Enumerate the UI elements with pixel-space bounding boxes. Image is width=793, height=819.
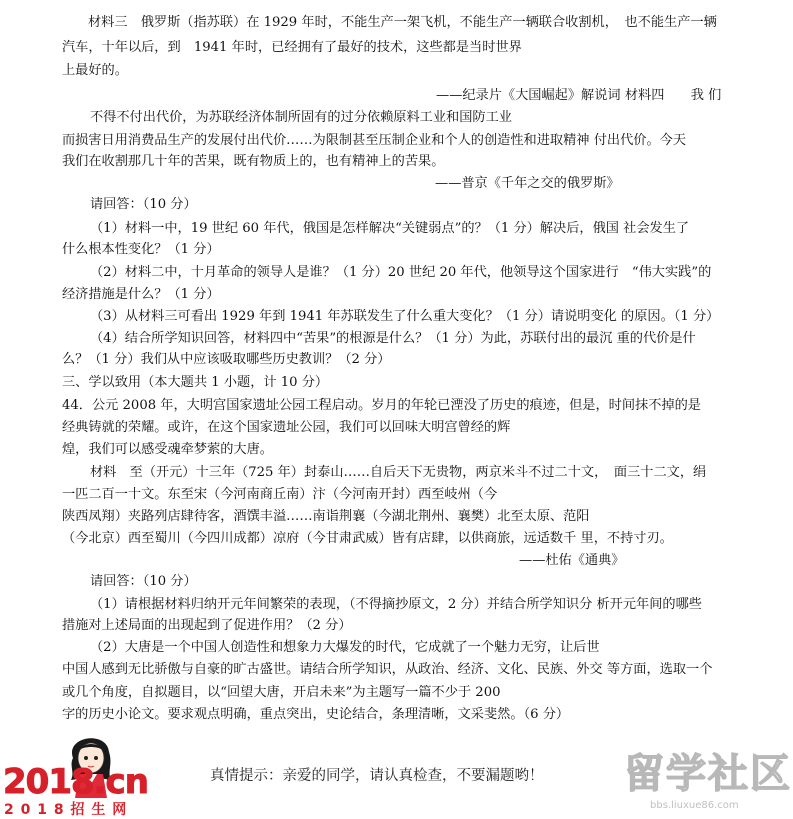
text-line: 上最好的。 (62, 63, 128, 78)
question-line: （4）结合所学知识回答，材料四中“苦果”的根源是什么？（1 分）为此，苏联付出的最沉 重的代价是什 (90, 331, 696, 346)
text-line: 经济措施是什么？（1 分） (62, 287, 220, 302)
source-line: ——杜佑《通典》 (519, 553, 625, 568)
logo-liuxue-url: bbs.liuxue86.com (650, 800, 739, 811)
question-line: （2）大唐是一个中国人创造性和想象力大爆发的时代，它成就了一个魅力无穷，让后世 (90, 640, 600, 655)
question-line: 44．公元 2008 年，大明宫国家遗址公园工程启动。岁月的年轮已湮没了历史的痕迹，但是，时间抹不掉的是 (62, 398, 701, 413)
text-line: 请回答：（10 分） (90, 574, 197, 589)
question-line: （3）从材料三可看出 1929 年到 1941 年苏联发生了什么重大变化？（1 分）请说明变化 的原因。（1 分） (90, 309, 720, 324)
site-logo-2018 (0, 764, 160, 819)
source-line: ——纪录片《大国崛起》解说词 材料四 我 们 (436, 88, 722, 103)
text-line: 一匹二百一十文。东至宋（今河南商丘南）汴（今河南开封）西至岐州（今 (62, 487, 498, 502)
text-line: 措施对上述局面的出现起到了促进作用？（2 分） (62, 618, 352, 633)
logo-2018-text: 2018.cn (3, 762, 148, 802)
text-line: 请回答：（10 分） (90, 197, 197, 212)
text-line: 不得不付出代价，为苏联经济体制所固有的过分依赖原料工业和国防工业 (90, 110, 512, 125)
site-logo-liuxue (618, 752, 793, 819)
text-line: 中国人感到无比骄傲与自豪的旷古盛世。请结合所学知识，从政治、经济、文化、民族、外交 等方面，选取一个 (62, 662, 713, 677)
text-line: 么？（1 分）我们从中应该吸取哪些历史教训？（2 分） (62, 352, 391, 367)
text-line: 经典铸就的荣耀。或许，在这个国家遗址公园，我们可以回味大明宫曾经的辉 (62, 420, 511, 435)
footer-reminder: 真情提示：亲爱的同学，请认真检查，不要漏题哟！ (210, 768, 544, 784)
text-line: 什么根本性变化？（1 分） (62, 242, 220, 257)
text-line: 汽车，十年以后，到 1941 年时，已经拥有了最好的技术，这些都是当时世界 (62, 40, 522, 55)
text-line: 煌，我们可以感受魂牵梦萦的大唐。 (62, 442, 273, 457)
question-line: （1）请根据材料归纳开元年间繁荣的表现，（不得摘抄原文，2 分）并结合所学知识分 析开元年间的哪些 (90, 597, 702, 612)
logo-2018-subtitle: 2 0 1 8 招 生 网 (4, 802, 128, 818)
logo-liuxue-text: 留学社区 (624, 751, 792, 797)
text-line: （今北京）西至蜀川（今四川成都）凉府（今甘肃武威）皆有店肆，以供商旅，远适数千 里，不持寸刃。 (62, 531, 673, 546)
text-line: 材料 至（开元）十三年（725 年）封泰山……自后天下无贵物，两京米斗不过二十文， 面三十二文，绢 (90, 465, 707, 480)
text-line: 陕西凤翔）夹路列店肆待客，酒馔丰溢……南诣荆襄（今湖北荆州、襄樊）北至太原、范阳 (62, 509, 590, 524)
text-line: 或几个角度，自拟题目，以“回望大唐，开启未来”为主题写一篇不少于 200 (62, 685, 501, 700)
section-heading: 三、学以致用（本大题共 1 小题，计 10 分） (62, 375, 329, 390)
question-line: （1）材料一中，19 世纪 60 年代，俄国是怎样解决“关键弱点”的？（1 分）解决后，俄国 社会发生了 (90, 221, 690, 236)
text-line: 字的历史小论文。要求观点明确，重点突出，史论结合，条理清晰，文采斐然。（6 分） (62, 707, 570, 722)
text-line: 而损害日用消费品生产的发展付出代价……为限制甚至压制企业和个人的创造性和进取精神 付出代价。今天 (62, 133, 687, 148)
source-line: ——普京《千年之交的俄罗斯》 (435, 176, 620, 191)
question-line: （2）材料二中，十月革命的领导人是谁？（1 分）20 世纪 20 年代，他领导这个国家进行 “伟大实践”的 (90, 265, 712, 280)
text-line: 我们在收割那几十年的苦果，既有物质上的，也有精神上的苦果。 (62, 154, 445, 169)
text-line: 材料三 俄罗斯（指苏联）在 1929 年时，不能生产一架飞机，不能生产一辆联合收割机， 也不能生产一辆 (88, 15, 717, 30)
